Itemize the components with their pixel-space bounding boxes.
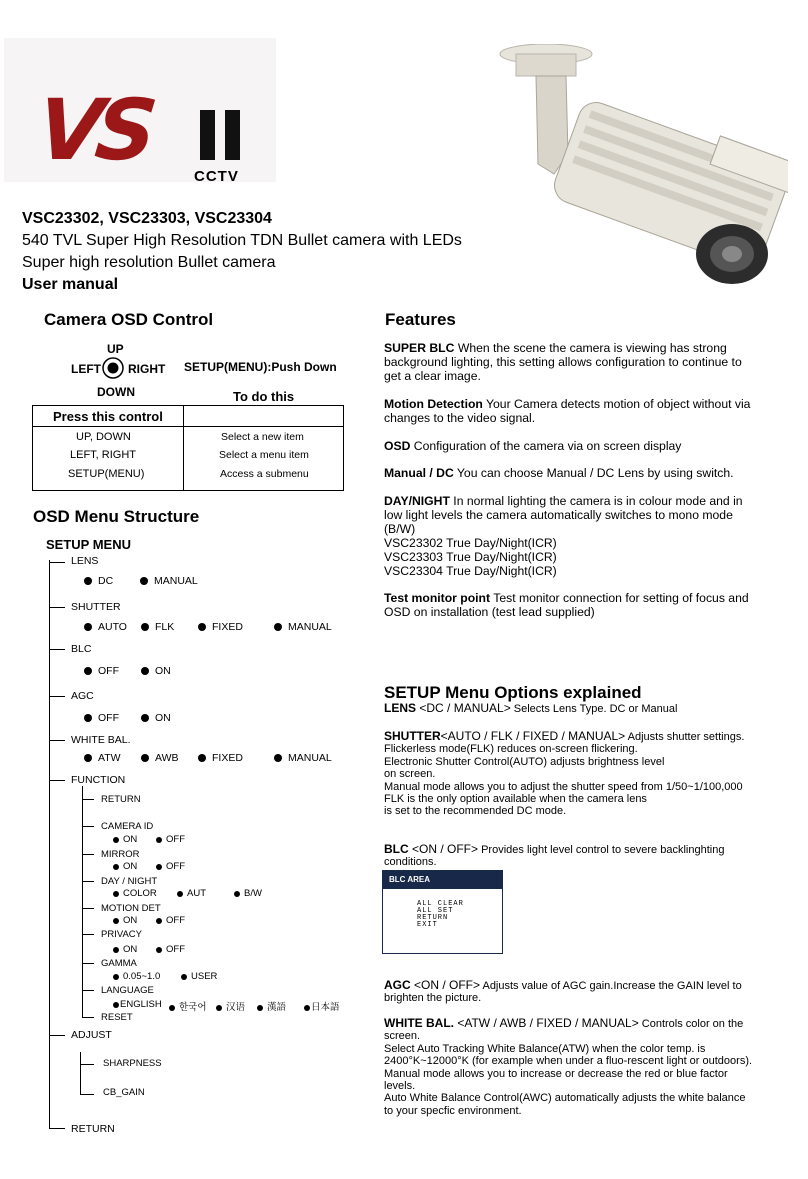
blc-opt: OFF xyxy=(84,665,119,677)
feature-osd: OSD Configuration of the camera via on screen display xyxy=(384,439,682,453)
shutter-opt: MANUAL xyxy=(274,621,332,633)
bullet-icon xyxy=(84,623,92,631)
func-language: LANGUAGE xyxy=(101,985,154,996)
menu-agc: AGC xyxy=(71,690,94,702)
vs-cctv-logo xyxy=(4,38,276,185)
wb-opt: AWB xyxy=(141,752,179,764)
menu-shutter: SHUTTER xyxy=(71,601,121,613)
func-return: RETURN xyxy=(101,794,141,805)
gamma-opt: USER xyxy=(181,971,217,982)
language-opt: 日本語 xyxy=(304,999,340,1013)
menu-return: RETURN xyxy=(71,1123,115,1135)
bullet-icon xyxy=(113,918,119,924)
product-line-2: Super high resolution Bullet camera xyxy=(22,254,276,271)
bullet-icon xyxy=(274,623,282,631)
blc-area-option: ALL SET xyxy=(417,907,454,915)
mirror-opt: ON xyxy=(113,861,137,872)
option-agc: AGC <ON / OFF> Adjusts value of AGC gain.Increase the GAIN level to brighten the picture. xyxy=(384,978,742,1005)
menu-adjust: ADJUST xyxy=(71,1029,112,1041)
bullet-icon xyxy=(198,754,206,762)
bullet-icon xyxy=(177,891,183,897)
bullet-icon xyxy=(84,714,92,722)
todo-header: To do this xyxy=(233,389,295,404)
adjust-subtree-line xyxy=(80,1052,81,1094)
row-control: LEFT, RIGHT xyxy=(70,449,137,461)
bullet-icon xyxy=(84,667,92,675)
model-numbers: VSC23302, VSC23303, VSC23304 xyxy=(22,210,272,227)
privacy-opt: OFF xyxy=(156,944,185,955)
func-day-night: DAY / NIGHT xyxy=(101,876,158,887)
option-blc: BLC <ON / OFF> Provides light level control to severe backlinghting conditions. xyxy=(384,842,725,869)
day-night-opt: COLOR xyxy=(113,888,157,899)
logo-bar-1 xyxy=(200,110,215,160)
option-white-bal: WHITE BAL. <ATW / AWB / FIXED / MANUAL> Controls color on the screen. Select Auto Tracking White Balance(ATW) when the color temp. is 2400°K~12000°K (for example when under a fluo-rescent light or outdoors). Manual mode allows you to increase or decrease the red or blue factor levels. Auto White Balance Control(AWC) automatically adjusts the white balance to your specfic environment. xyxy=(384,1016,753,1117)
blc-area-osd-screen xyxy=(382,870,503,954)
bullet-icon xyxy=(141,714,149,722)
feature-model-line: VSC23303 True Day/Night(ICR) xyxy=(384,550,557,564)
wb-opt: ATW xyxy=(84,752,121,764)
joystick-up-label: UP xyxy=(107,342,124,356)
tree-branch xyxy=(49,649,65,650)
lens-opt-dc: DC xyxy=(84,575,113,587)
shutter-opt: AUTO xyxy=(84,621,127,633)
bullet-icon xyxy=(140,577,148,585)
bullet-icon xyxy=(141,754,149,762)
camera-id-opt: ON xyxy=(113,834,137,845)
bullet-icon xyxy=(216,1005,222,1011)
menu-white-bal: WHITE BAL. xyxy=(71,734,131,746)
bullet-icon xyxy=(84,577,92,585)
menu-blc: BLC xyxy=(71,643,92,655)
joystick-right-label: RIGHT xyxy=(128,362,166,376)
osd-control-table xyxy=(32,405,344,491)
privacy-opt: ON xyxy=(113,944,137,955)
bullet-icon xyxy=(156,837,162,843)
menu-function: FUNCTION xyxy=(71,774,126,786)
bullet-icon xyxy=(169,1005,175,1011)
day-night-opt: AUT xyxy=(177,888,206,899)
function-subtree-line xyxy=(82,786,83,1018)
bullet-icon xyxy=(141,667,149,675)
menu-lens: LENS xyxy=(71,555,99,567)
func-mirror: MIRROR xyxy=(101,849,140,860)
func-gamma: GAMMA xyxy=(101,958,137,969)
language-opt: 한국어 xyxy=(169,999,207,1013)
gamma-opt: 0.05~1.0 xyxy=(113,971,160,982)
language-opt: 汉语 xyxy=(216,999,245,1013)
feature-super-blc: SUPER BLC When the scene the camera is viewing has strong background lighting, this setting allows configuration to continue to get a clear image. xyxy=(384,341,742,383)
logo-cctv-text: CCTV xyxy=(194,168,239,185)
adjust-cb-gain: CB_GAIN xyxy=(103,1087,145,1098)
joystick-icon xyxy=(102,357,124,379)
func-reset: RESET xyxy=(101,1012,133,1023)
row-action: Select a new item xyxy=(221,431,304,443)
feature-model-line: VSC23304 True Day/Night(ICR) xyxy=(384,564,557,578)
bullet-icon xyxy=(84,754,92,762)
bullet-icon xyxy=(113,974,119,980)
agc-opt: ON xyxy=(141,712,171,724)
blc-area-option: RETURN xyxy=(417,914,449,922)
blc-area-option: EXIT xyxy=(417,921,438,929)
setup-menu-label: SETUP MENU xyxy=(46,537,131,552)
bullet-icon xyxy=(274,754,282,762)
setup-options-heading: SETUP Menu Options explained xyxy=(384,683,642,702)
feature-model-line: VSC23302 True Day/Night(ICR) xyxy=(384,536,557,550)
tree-branch xyxy=(49,607,65,608)
row-control: SETUP(MENU) xyxy=(68,468,145,480)
row-control: UP, DOWN xyxy=(76,431,131,443)
menu-structure-heading: OSD Menu Structure xyxy=(33,507,200,526)
logo-vs-text: VS xyxy=(32,81,155,179)
wb-opt: MANUAL xyxy=(274,752,332,764)
bullet-icon xyxy=(156,918,162,924)
bullet-icon xyxy=(156,864,162,870)
feature-motion-detection: Motion Detection Your Camera detects motion of object without via changes to the video signal. xyxy=(384,397,751,425)
features-heading: Features xyxy=(385,310,456,329)
feature-day-night: DAY/NIGHT In normal lighting the camera is in colour mode and in low light levels the camera automatically switches to mono mode (B/W) xyxy=(384,494,743,536)
day-night-opt: B/W xyxy=(234,888,262,899)
joystick-left-label: LEFT xyxy=(71,362,101,376)
bullet-icon xyxy=(113,891,119,897)
row-action: Select a menu item xyxy=(219,449,309,461)
tree-branch xyxy=(49,696,65,697)
tree-branch xyxy=(49,780,65,781)
bullet-icon xyxy=(113,864,119,870)
lens-opt-manual: MANUAL xyxy=(140,575,198,587)
bullet-camera-image xyxy=(496,44,788,288)
row-action: Access a submenu xyxy=(220,468,309,480)
wb-opt: FIXED xyxy=(198,752,243,764)
blc-area-option: ALL CLEAR xyxy=(417,900,464,908)
agc-opt: OFF xyxy=(84,712,119,724)
bullet-icon xyxy=(304,1005,310,1011)
tree-branch xyxy=(49,1128,65,1129)
product-line-1: 540 TVL Super High Resolution TDN Bullet camera with LEDs xyxy=(22,232,462,249)
blc-area-title: BLC AREA xyxy=(383,871,502,889)
mirror-opt: OFF xyxy=(156,861,185,872)
osd-control-heading: Camera OSD Control xyxy=(44,310,214,329)
user-manual-title: User manual xyxy=(22,276,119,293)
press-header: Press this control xyxy=(53,409,163,424)
feature-test-monitor: Test monitor point Test monitor connection for setting of focus and OSD on installation (test lead supplied) xyxy=(384,591,749,619)
bullet-icon xyxy=(181,974,187,980)
shutter-opt: FIXED xyxy=(198,621,243,633)
func-camera-id: CAMERA ID xyxy=(101,821,154,832)
camera-id-opt: OFF xyxy=(156,834,185,845)
tree-branch xyxy=(49,1035,65,1036)
bullet-icon xyxy=(141,623,149,631)
logo-bar-2 xyxy=(225,110,240,160)
option-shutter: SHUTTER<AUTO / FLK / FIXED / MANUAL> Adjusts shutter settings. Flickerless mode(FLK) reduces on-screen flickering. Electronic Shutter Control(AUTO) adjusts brightness level on screen. Manual mode allows you to adjust the shutter speed from 1/50~1/100,000 FLK is the only option available when the camera lens is set to the recommended DC mode. xyxy=(384,729,745,818)
bullet-icon xyxy=(257,1005,263,1011)
language-opt: ENGLISH xyxy=(113,999,162,1010)
option-lens: LENS <DC / MANUAL> Selects Lens Type. DC or Manual xyxy=(384,701,678,715)
tree-branch xyxy=(49,740,65,741)
tree-branch xyxy=(49,562,65,563)
func-privacy: PRIVACY xyxy=(101,929,143,940)
bullet-icon xyxy=(113,1002,119,1008)
func-motion-det: MOTION DET xyxy=(101,903,161,914)
language-opt: 漢語 xyxy=(257,999,286,1013)
motion-det-opt: OFF xyxy=(156,915,185,926)
bullet-icon xyxy=(156,947,162,953)
joystick-down-label: DOWN xyxy=(97,385,135,399)
bullet-icon xyxy=(113,837,119,843)
setup-push-note: SETUP(MENU):Push Down xyxy=(184,360,337,374)
feature-manual-dc: Manual / DC You can choose Manual / DC Lens by using switch. xyxy=(384,466,734,480)
bullet-icon xyxy=(113,947,119,953)
motion-det-opt: ON xyxy=(113,915,137,926)
tree-main-line xyxy=(49,560,50,1128)
adjust-sharpness: SHARPNESS xyxy=(103,1058,162,1069)
bullet-icon xyxy=(198,623,206,631)
bullet-icon xyxy=(234,891,240,897)
shutter-opt: FLK xyxy=(141,621,174,633)
blc-opt: ON xyxy=(141,665,171,677)
